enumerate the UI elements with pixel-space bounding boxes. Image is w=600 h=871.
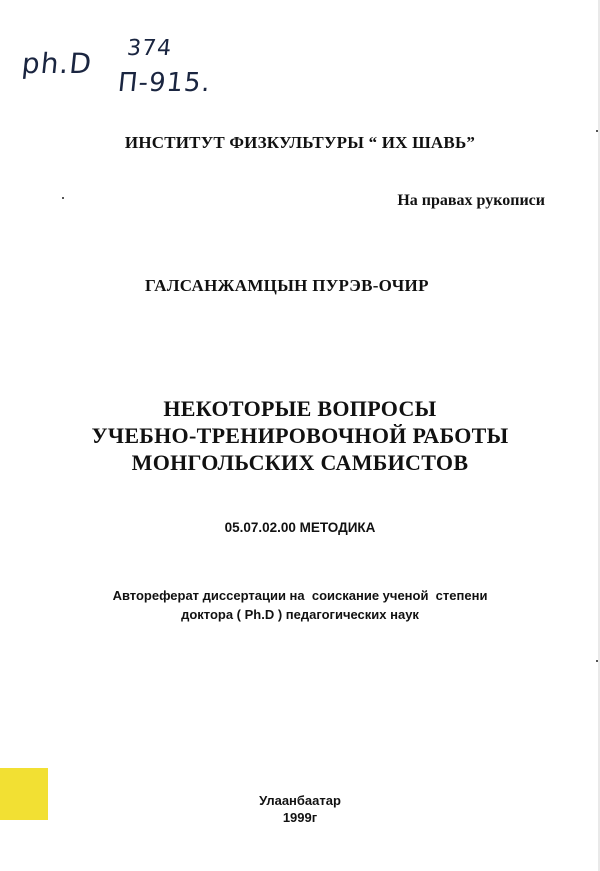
title-line: УЧЕБНО-ТРЕНИРОВОЧНОЙ РАБОТЫ — [91, 423, 509, 448]
manuscript-note: На правах рукописи — [397, 192, 545, 209]
abstract-line: доктора ( Ph.D ) педагогических наук — [181, 607, 419, 622]
handwritten-prefix: ph.D — [20, 47, 94, 80]
title-line: МОНГОЛЬСКИХ САМБИСТОВ — [131, 450, 469, 475]
thesis-title — [0, 395, 600, 476]
handwritten-code: П-915. — [116, 68, 213, 98]
institute-name: ИНСТИТУТ ФИЗКУЛЬТУРЫ “ ИХ ШАВЬ” — [124, 133, 476, 152]
abstract-description — [0, 586, 600, 624]
city: Улаанбаатар — [259, 793, 341, 808]
yellow-sticker — [0, 768, 48, 820]
author-name: ГАЛСАНЖАМЦЫН ПУРЭВ-ОЧИР — [145, 276, 429, 295]
handwritten-number: 374 — [125, 36, 174, 61]
scan-speck — [596, 130, 598, 132]
specialty-code: 05.07.02.00 МЕТОДИКА — [224, 520, 376, 535]
abstract-line: Автореферат диссертации на соискание ученой степени — [112, 588, 488, 603]
scan-speck — [62, 197, 64, 199]
scan-speck — [596, 660, 598, 662]
title-line: НЕКОТОРЫЕ ВОПРОСЫ — [163, 396, 437, 421]
imprint — [0, 792, 600, 826]
year: 1999г — [282, 810, 318, 825]
